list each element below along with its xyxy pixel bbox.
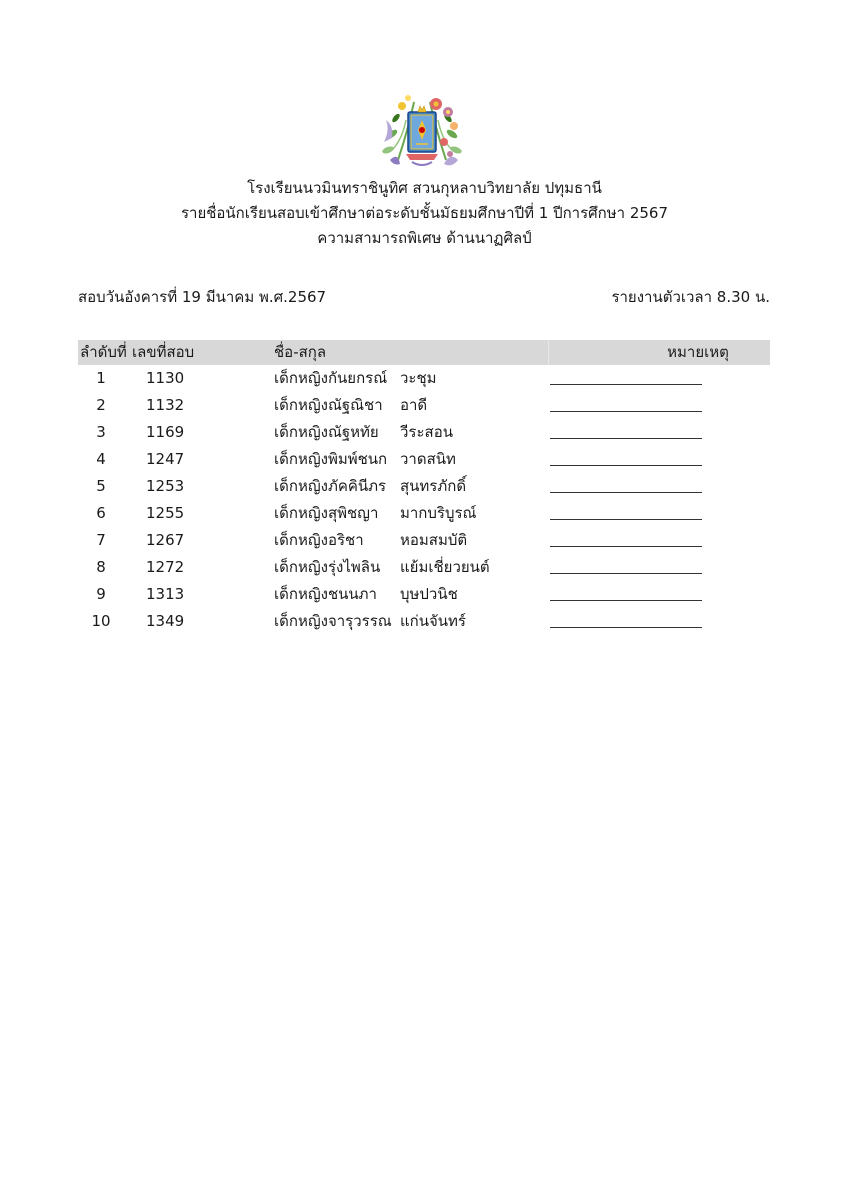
table-row [78,419,770,446]
row-first-name: เด็กหญิงพิมพ์ชนก [274,450,388,468]
row-exam-number: 1255 [146,504,185,522]
row-exam-number: 1132 [146,396,185,414]
table-row [78,392,770,419]
header-order: ลำดับที่ [80,343,127,361]
table-row [78,446,770,473]
row-order: 3 [96,423,106,441]
row-surname: อาดี [400,396,428,414]
row-order: 9 [96,585,106,603]
table-row [78,365,770,392]
document-header [0,176,849,251]
row-first-name: เด็กหญิงสุพิชญา [274,504,379,522]
exam-info-row [78,286,770,308]
school-seal-icon [378,90,466,170]
row-order: 10 [91,612,111,630]
row-first-name: เด็กหญิงภัคคินีภร [274,477,387,495]
header-note: หมายเหตุ [667,343,729,361]
school-name: โรงเรียนนวมินทราชินูทิศ สวนกุหลาบวิทยาลัย ปทุมธานี [247,179,602,197]
row-order: 5 [96,477,106,495]
row-surname: วาดสนิท [400,450,456,468]
row-order: 2 [96,396,106,414]
row-surname: หอมสมบัติ [400,531,468,549]
row-exam-number: 1247 [146,450,185,468]
list-subtitle: ความสามารถพิเศษ ด้านนาฏศิลป์ [317,229,532,247]
row-exam-number: 1349 [146,612,185,630]
report-time: รายงานตัวเวลา 8.30 น. [611,288,770,306]
row-order: 8 [96,558,106,576]
row-first-name: เด็กหญิงอริชา [274,531,364,549]
row-note-line [550,465,702,466]
table-row [78,527,770,554]
row-first-name: เด็กหญิงรุ่งไพลิน [274,558,381,576]
row-note-line [550,573,702,574]
row-surname: สุนทรภักดิ์ [400,477,467,495]
row-first-name: เด็กหญิงชนนภา [274,585,377,603]
row-note-line [550,411,702,412]
row-order: 6 [96,504,106,522]
student-table [78,340,770,635]
row-note-line [550,546,702,547]
table-row [78,608,770,635]
header-name: ชื่อ-สกุล [274,343,327,361]
table-header [78,340,770,365]
row-note-line [550,600,702,601]
row-note-line [550,384,702,385]
table-row [78,473,770,500]
row-order: 1 [96,369,106,387]
row-first-name: เด็กหญิงจารุวรรณ [274,612,392,630]
row-note-line [550,438,702,439]
row-first-name: เด็กหญิงณัฐหทัย [274,423,379,441]
row-exam-number: 1253 [146,477,185,495]
row-surname: วีระสอน [400,423,453,441]
exam-date: สอบวันอังคารที่ 19 มีนาคม พ.ศ.2567 [78,288,327,306]
row-surname: วะชุม [400,369,437,387]
table-row [78,500,770,527]
row-order: 7 [96,531,106,549]
row-exam-number: 1130 [146,369,185,387]
list-title: รายชื่อนักเรียนสอบเข้าศึกษาต่อระดับชั้นมัธยมศึกษาปีที่ 1 ปีการศึกษา 2567 [180,204,669,222]
row-exam-number: 1169 [146,423,185,441]
row-surname: มากบริบูรณ์ [400,504,477,522]
row-exam-number: 1272 [146,558,185,576]
row-surname: แย้มเชี่ยวยนต์ [400,558,490,576]
header-exam-number: เลขที่สอบ [132,343,195,361]
row-surname: แก่นจันทร์ [400,612,466,630]
table-row [78,554,770,581]
row-first-name: เด็กหญิงณัฐณิชา [274,396,383,414]
row-note-line [550,519,702,520]
header-divider [548,340,549,365]
table-row [78,581,770,608]
row-exam-number: 1313 [146,585,185,603]
row-order: 4 [96,450,106,468]
row-note-line [550,627,702,628]
row-first-name: เด็กหญิงกันยกรณ์ [274,369,388,387]
row-exam-number: 1267 [146,531,185,549]
row-note-line [550,492,702,493]
row-surname: บุษปวนิช [400,585,458,603]
